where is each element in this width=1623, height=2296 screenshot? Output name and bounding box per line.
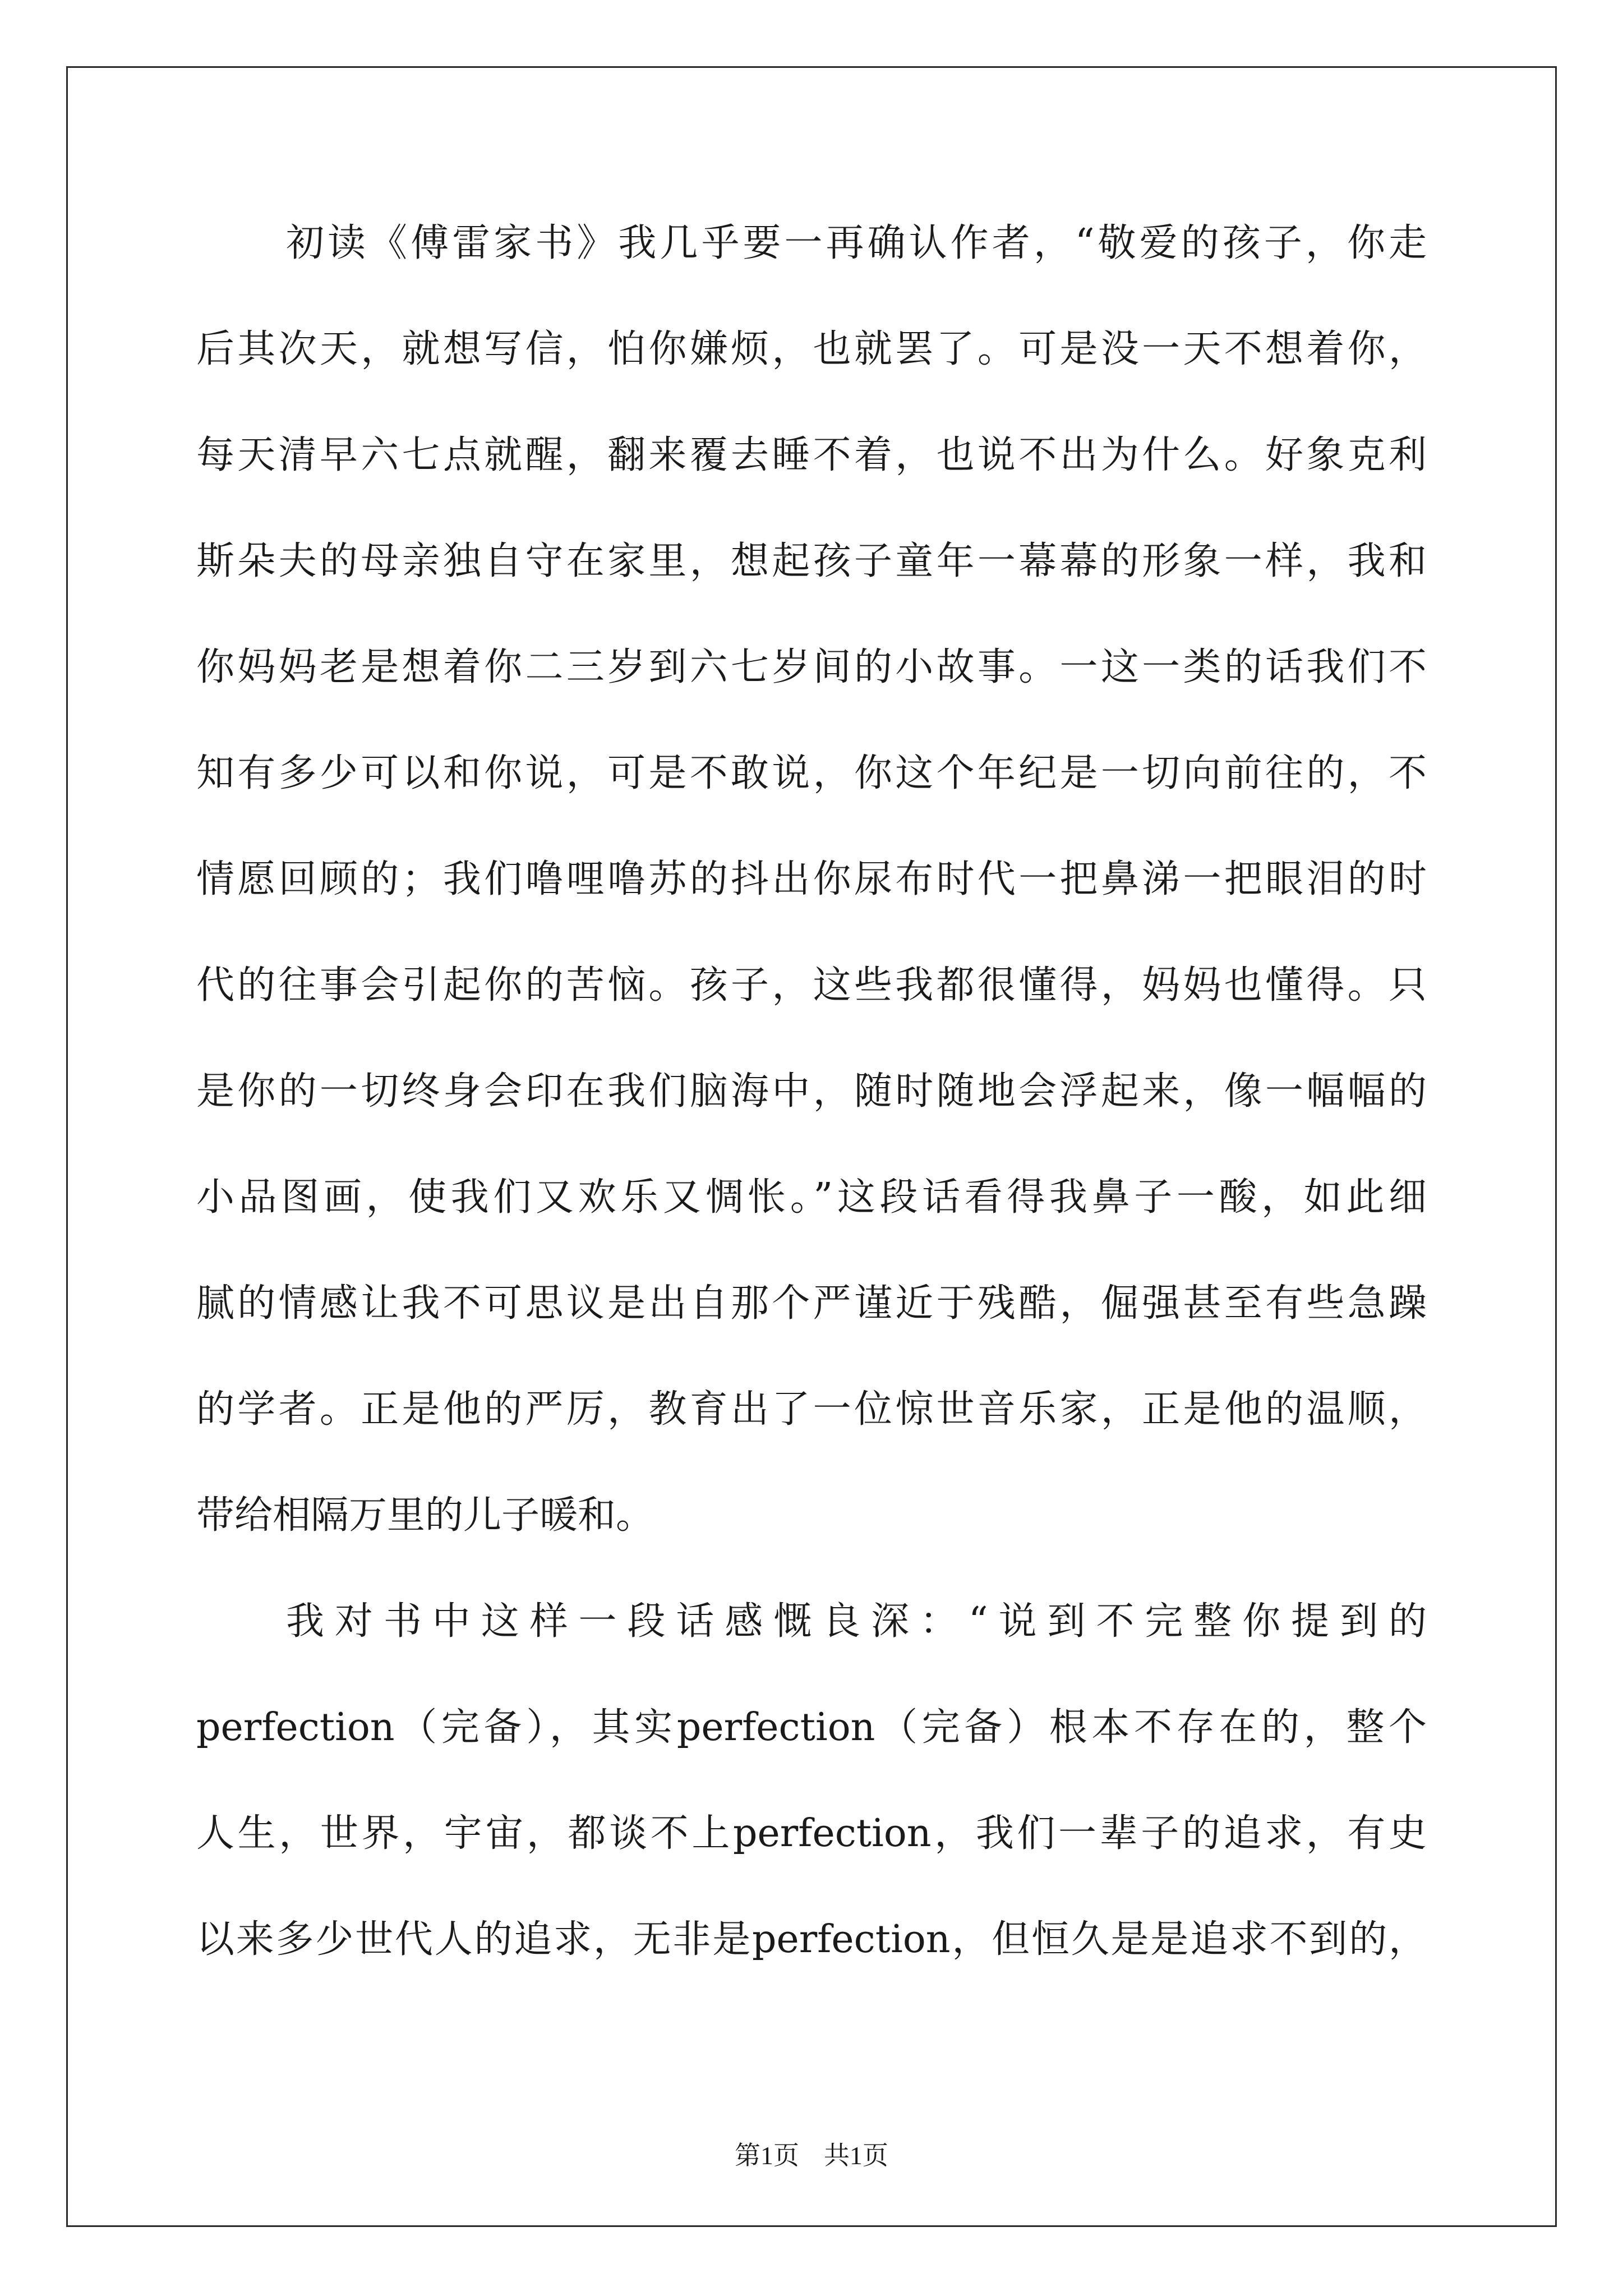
paragraph-1 xyxy=(196,221,1427,1603)
text-line: 斯朵夫的母亲独自守在家里，想起孩子童年一幕幕的形象一样，我和 xyxy=(196,539,1427,583)
text-line: 小品图画，使我们又欢乐又惆怅。”这段话看得我鼻子一酸，如此细 xyxy=(196,1175,1427,1220)
text-line: 代的往事会引起你的苦恼。孩子，这些我都很懂得，妈妈也懂得。只 xyxy=(196,963,1427,1007)
document-body xyxy=(196,221,1427,2027)
text-line: 知有多少可以和你说，可是不敢说，你这个年纪是一切向前往的，不 xyxy=(196,751,1427,795)
text-line: perfection（完备），其实perfection（完备）根本不存在的，整个 xyxy=(196,1705,1427,1750)
text-line: 的学者。正是他的严厉，教育出了一位惊世音乐家，正是他的温顺， xyxy=(196,1387,1427,1432)
page-number: 第1页 xyxy=(735,2141,799,2170)
text-line: 人生，世界，宇宙，都谈不上perfection，我们一辈子的追求，有史 xyxy=(196,1811,1427,1856)
page-footer xyxy=(0,2135,1623,2172)
page-total: 共1页 xyxy=(824,2141,888,2170)
text-line: 是你的一切终身会印在我们脑海中，随时随地会浮起来，像一幅幅的 xyxy=(196,1069,1427,1114)
text-line: 你妈妈老是想着你二三岁到六七岁间的小故事。一这一类的话我们不 xyxy=(196,645,1427,689)
text-line: 带给相隔万里的儿子暖和。 xyxy=(196,1493,654,1538)
text-line: 每天清早六七点就醒，翻来覆去睡不着，也说不出为什么。好象克利 xyxy=(196,433,1427,477)
text-line: 腻的情感让我不可思议是出自那个严谨近于残酷，倔强甚至有些急躁 xyxy=(196,1281,1427,1326)
paragraph-2 xyxy=(196,1599,1427,2027)
text-line: 情愿回顾的；我们噜哩噜苏的抖出你尿布时代一把鼻涕一把眼泪的时 xyxy=(196,857,1427,901)
text-line: 初读《傅雷家书》我几乎要一再确认作者，“敬爱的孩子，你走 xyxy=(286,221,1427,265)
text-line: 我对书中这样一段话感慨良深：“说到不完整你提到的 xyxy=(286,1599,1427,1644)
text-line: 后其次天，就想写信，怕你嫌烦，也就罢了。可是没一天不想着你， xyxy=(196,327,1427,371)
text-line: 以来多少世代人的追求，无非是perfection，但恒久是是追求不到的， xyxy=(196,1917,1427,1962)
